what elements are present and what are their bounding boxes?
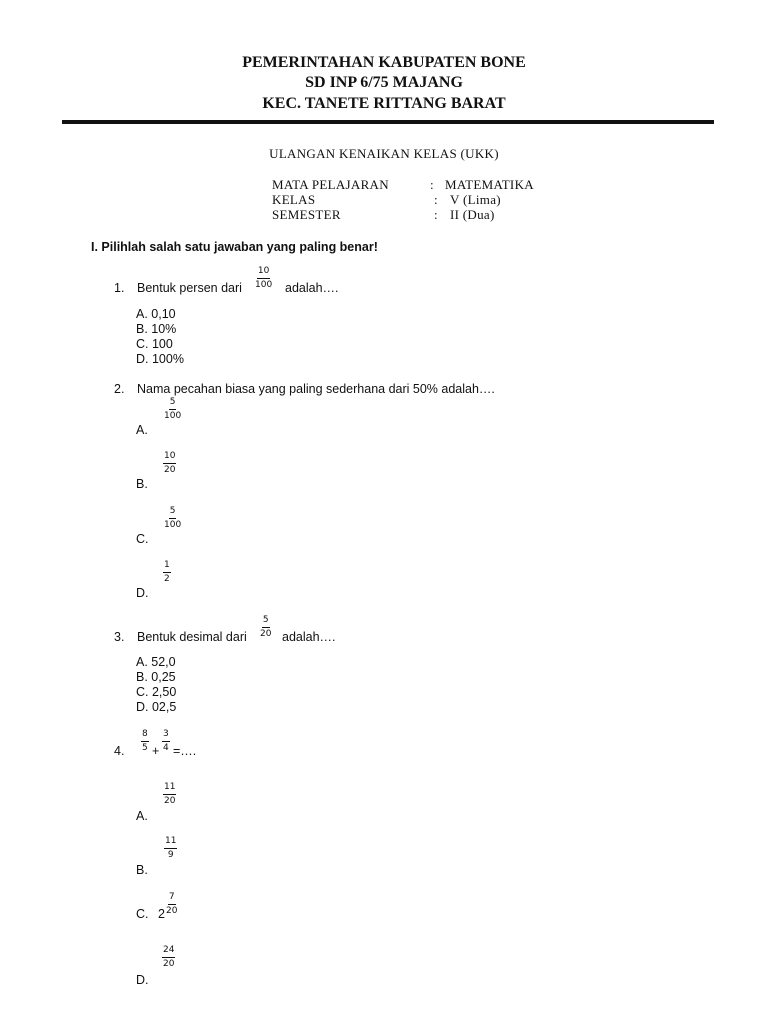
option-d: D. 02,5: [136, 700, 177, 714]
denominator: 100: [164, 411, 182, 421]
numerator: 7: [168, 892, 176, 905]
info-label-class: KELAS: [272, 192, 316, 207]
option-b: B. 0,25: [136, 670, 176, 684]
exam-title: ULANGAN KENAIKAN KELAS (UKK): [269, 146, 499, 161]
option-c: C.: [136, 907, 149, 921]
fraction: [166, 892, 177, 917]
numerator: 10: [257, 266, 270, 279]
option-b: B.: [136, 477, 148, 491]
instruction: I. Pilihlah salah satu jawaban yang paling benar!: [91, 240, 378, 254]
denominator: 20: [164, 465, 176, 475]
question-text-end: adalah….: [285, 281, 339, 295]
denominator: 2: [164, 574, 170, 584]
numerator: 5: [262, 615, 270, 628]
denominator: 9: [167, 850, 174, 860]
fraction: [163, 782, 176, 807]
question-text: Bentuk persen dari: [137, 281, 242, 295]
fraction: [141, 729, 149, 754]
question-number: 4.: [114, 744, 125, 758]
option-a: A. 52,0: [136, 655, 176, 669]
info-sep-semester: :: [434, 207, 438, 222]
question-number: 2.: [114, 382, 125, 396]
option-d: D.: [136, 973, 149, 987]
fraction: [260, 615, 271, 640]
numerator: 10: [163, 451, 176, 464]
fraction: [164, 397, 181, 422]
question-text: Bentuk desimal dari: [137, 630, 247, 644]
numerator: 11: [163, 782, 176, 795]
numerator: 5: [169, 506, 177, 519]
option-a: A.: [136, 423, 148, 437]
option-c: C. 100: [136, 337, 173, 351]
fraction: [255, 266, 272, 291]
question-text: Nama pecahan biasa yang paling sederhana dari 50% adalah….: [137, 382, 495, 396]
info-sep-subject: :: [430, 177, 434, 192]
denominator: 100: [164, 520, 182, 530]
fraction: [162, 945, 175, 970]
denominator: 20: [163, 959, 175, 969]
header-line-2: SD INP 6/75 MAJANG: [305, 74, 463, 91]
info-sep-class: :: [434, 192, 438, 207]
numerator: 3: [162, 729, 170, 742]
fraction: [164, 506, 181, 531]
info-value-class: V (Lima): [450, 192, 501, 207]
info-label-subject: MATA PELAJARAN: [272, 177, 389, 192]
header-line-1: PEMERINTAHAN KABUPATEN BONE: [242, 54, 526, 71]
denominator: 20: [260, 629, 272, 639]
fraction: [162, 729, 170, 754]
denominator: 100: [255, 280, 273, 290]
question-number: 3.: [114, 630, 125, 644]
mixed-whole: 2: [158, 907, 165, 921]
denominator: 20: [166, 906, 178, 916]
numerator: 8: [141, 729, 149, 742]
option-b: B.: [136, 863, 148, 877]
question-text-end: adalah….: [282, 630, 336, 644]
denominator: 4: [163, 743, 169, 753]
plus-sign: +: [152, 744, 160, 758]
info-value-semester: II (Dua): [450, 207, 495, 222]
option-b: B. 10%: [136, 322, 177, 336]
header-line-3: KEC. TANETE RITTANG BARAT: [262, 95, 506, 112]
fraction: [163, 451, 176, 476]
fraction: [164, 836, 177, 861]
equals-sign: =….: [173, 744, 197, 758]
option-c: C.: [136, 532, 149, 546]
denominator: 5: [142, 743, 148, 753]
numerator: 1: [163, 560, 171, 573]
option-d: D.: [136, 586, 149, 600]
numerator: 24: [162, 945, 175, 958]
info-label-semester: SEMESTER: [272, 207, 341, 222]
header-divider: [62, 120, 714, 124]
fraction: [163, 560, 171, 585]
info-value-subject: MATEMATIKA: [445, 177, 534, 192]
option-a: A.: [136, 809, 148, 823]
numerator: 11: [164, 836, 177, 849]
option-c: C. 2,50: [136, 685, 177, 699]
numerator: 5: [169, 397, 177, 410]
option-d: D. 100%: [136, 352, 184, 366]
denominator: 20: [164, 796, 176, 806]
question-number: 1.: [114, 281, 125, 295]
option-a: A. 0,10: [136, 307, 176, 321]
